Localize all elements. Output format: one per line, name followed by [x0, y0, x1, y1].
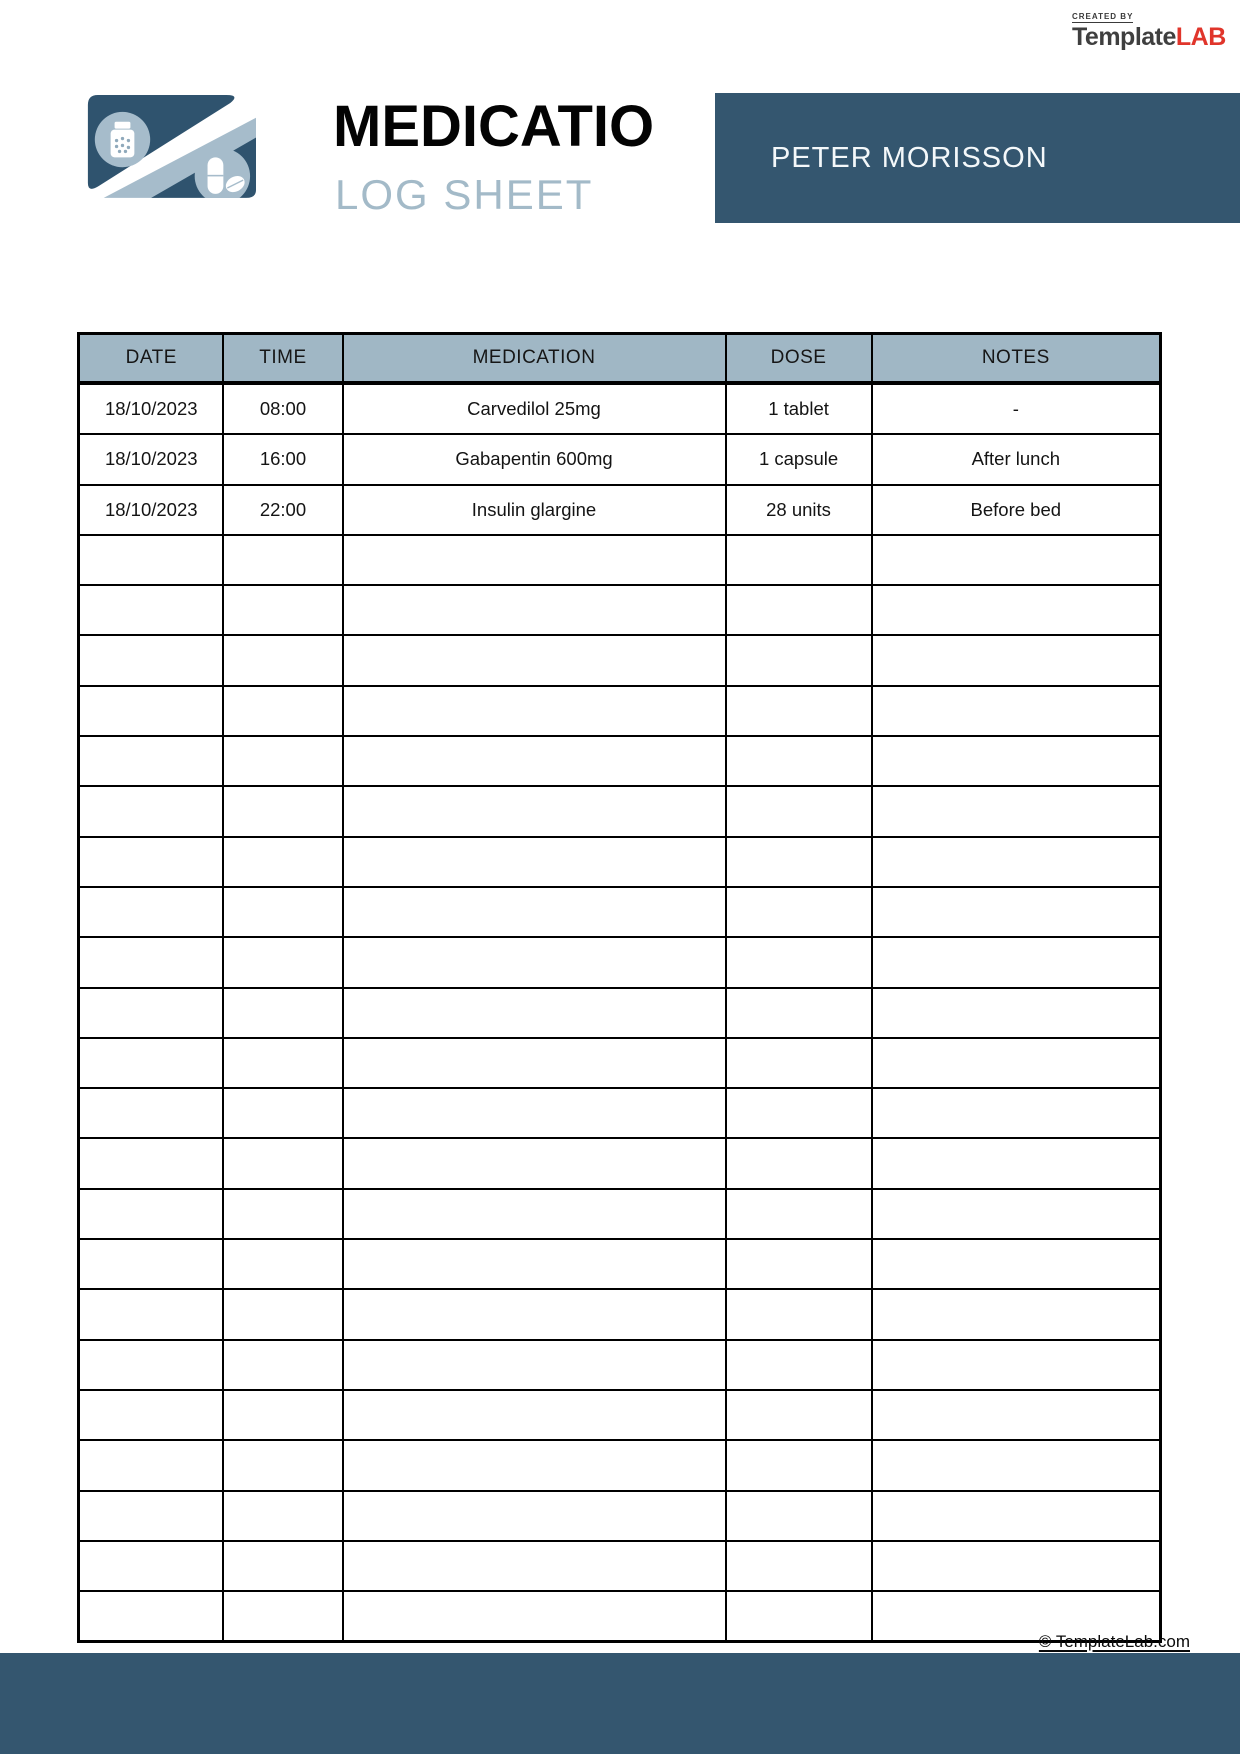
- table-cell: [343, 1340, 726, 1390]
- table-row: [79, 485, 1161, 535]
- table-cell: [79, 585, 224, 635]
- table-cell: [79, 837, 224, 887]
- table-cell: [872, 635, 1161, 685]
- table-cell: [79, 1088, 224, 1138]
- table-cell: [726, 1239, 872, 1289]
- table-cell: [872, 1088, 1161, 1138]
- table-cell: [223, 686, 342, 736]
- table-cell: [726, 1289, 872, 1339]
- table-cell: Insulin glargine: [343, 485, 726, 535]
- table-cell: [343, 837, 726, 887]
- table-cell: [872, 1138, 1161, 1188]
- table-cell: [726, 887, 872, 937]
- table-cell: 08:00: [223, 383, 342, 434]
- table-cell: [872, 937, 1161, 987]
- table-cell: [872, 1491, 1161, 1541]
- table-cell: [223, 535, 342, 585]
- table-cell: [343, 1491, 726, 1541]
- table-cell: [343, 1591, 726, 1642]
- table-cell: 18/10/2023: [79, 383, 224, 434]
- table-row: [79, 887, 1161, 937]
- table-cell: [79, 1591, 224, 1642]
- table-cell: [79, 1289, 224, 1339]
- table-cell: [872, 1340, 1161, 1390]
- medication-log-table: [77, 332, 1162, 1643]
- table-cell: [343, 988, 726, 1038]
- table-cell: [343, 535, 726, 585]
- table-cell: [79, 1491, 224, 1541]
- column-header-date: DATE: [79, 334, 224, 384]
- table-cell: [79, 887, 224, 937]
- table-cell: [872, 736, 1161, 786]
- table-row: [79, 837, 1161, 887]
- table-cell: [223, 1440, 342, 1490]
- table-cell: [343, 887, 726, 937]
- table-cell: [223, 585, 342, 635]
- table-cell: [343, 786, 726, 836]
- log-table-body: [79, 383, 1161, 1642]
- table-cell: [79, 736, 224, 786]
- table-cell: [223, 1289, 342, 1339]
- brand-logo: [1072, 23, 1226, 51]
- table-cell: [343, 1289, 726, 1339]
- table-cell: 1 capsule: [726, 434, 872, 484]
- footer-bar: [0, 1653, 1240, 1754]
- table-cell: [726, 1038, 872, 1088]
- table-cell: [343, 686, 726, 736]
- table-row: [79, 1239, 1161, 1289]
- table-cell: [343, 1541, 726, 1591]
- table-cell: [223, 1038, 342, 1088]
- column-header-medication: MEDICATION: [343, 334, 726, 384]
- table-row: [79, 635, 1161, 685]
- table-cell: [343, 585, 726, 635]
- table-cell: [872, 1440, 1161, 1490]
- table-cell: [872, 585, 1161, 635]
- table-cell: [79, 1189, 224, 1239]
- table-cell: [79, 535, 224, 585]
- table-cell: [872, 1239, 1161, 1289]
- table-cell: [872, 786, 1161, 836]
- table-row: [79, 736, 1161, 786]
- table-row: [79, 434, 1161, 484]
- table-cell: [726, 1138, 872, 1188]
- created-by-label: CREATED BY: [1072, 12, 1134, 21]
- table-cell: [343, 1440, 726, 1490]
- table-cell: 1 tablet: [726, 383, 872, 434]
- table-cell: [343, 1390, 726, 1440]
- table-cell: [79, 1239, 224, 1289]
- table-cell: [79, 1340, 224, 1390]
- table-cell: [79, 1138, 224, 1188]
- table-row: [79, 1340, 1161, 1390]
- column-header-time: TIME: [223, 334, 342, 384]
- table-cell: [223, 1340, 342, 1390]
- table-cell: [726, 1491, 872, 1541]
- table-cell: [726, 937, 872, 987]
- table-cell: [343, 937, 726, 987]
- table-cell: [726, 686, 872, 736]
- table-cell: [79, 1038, 224, 1088]
- table-cell: [726, 535, 872, 585]
- table-cell: 28 units: [726, 485, 872, 535]
- table-cell: [223, 1541, 342, 1591]
- table-row: [79, 1591, 1161, 1642]
- table-cell: [872, 1038, 1161, 1088]
- table-cell: [343, 635, 726, 685]
- table-cell: [343, 1138, 726, 1188]
- brand-block: [1072, 6, 1226, 51]
- brand-name-accent: LAB: [1175, 23, 1226, 51]
- page-title: MEDICATIO: [333, 94, 655, 159]
- table-cell: [726, 1189, 872, 1239]
- table-row: [79, 535, 1161, 585]
- table-cell: [223, 635, 342, 685]
- table-cell: [872, 1390, 1161, 1440]
- table-cell: [726, 1591, 872, 1642]
- table-cell: [79, 1390, 224, 1440]
- table-cell: [726, 585, 872, 635]
- table-cell: [223, 1491, 342, 1541]
- table-cell: 18/10/2023: [79, 434, 224, 484]
- table-cell: [726, 837, 872, 887]
- table-cell: [726, 1390, 872, 1440]
- table-cell: Before bed: [872, 485, 1161, 535]
- table-cell: [726, 988, 872, 1038]
- table-row: [79, 1491, 1161, 1541]
- patient-name: PETER MORISSON: [771, 141, 1048, 174]
- table-cell: [343, 1088, 726, 1138]
- table-cell: [79, 988, 224, 1038]
- table-cell: Carvedilol 25mg: [343, 383, 726, 434]
- table-cell: [223, 1088, 342, 1138]
- table-row: [79, 1138, 1161, 1188]
- table-cell: [223, 988, 342, 1038]
- templatelab-link[interactable]: © TemplateLab.com: [1038, 1632, 1190, 1651]
- table-cell: [223, 1189, 342, 1239]
- table-row: [79, 585, 1161, 635]
- table-cell: 16:00: [223, 434, 342, 484]
- table-cell: [223, 937, 342, 987]
- table-cell: Gabapentin 600mg: [343, 434, 726, 484]
- table-row: [79, 1440, 1161, 1490]
- table-cell: [872, 1541, 1161, 1591]
- table-cell: [726, 1541, 872, 1591]
- table-cell: [872, 686, 1161, 736]
- table-row: [79, 786, 1161, 836]
- table-cell: [223, 1239, 342, 1289]
- table-cell: [223, 1138, 342, 1188]
- patient-name-box: [715, 93, 1240, 223]
- page-subtitle: LOG SHEET: [335, 171, 594, 218]
- table-cell: [872, 1289, 1161, 1339]
- table-cell: [726, 635, 872, 685]
- table-cell: [223, 736, 342, 786]
- table-cell: [726, 1340, 872, 1390]
- table-cell: -: [872, 383, 1161, 434]
- brand-name-primary: Template: [1072, 23, 1176, 51]
- table-row: [79, 686, 1161, 736]
- column-header-dose: DOSE: [726, 334, 872, 384]
- table-cell: [872, 887, 1161, 937]
- table-header-row: [79, 334, 1161, 384]
- table-row: [79, 1088, 1161, 1138]
- table-cell: [223, 1390, 342, 1440]
- table-cell: [726, 786, 872, 836]
- table-row: [79, 1038, 1161, 1088]
- table-cell: [872, 1189, 1161, 1239]
- table-row: [79, 1390, 1161, 1440]
- table-cell: [79, 937, 224, 987]
- table-row: [79, 1289, 1161, 1339]
- table-cell: [223, 786, 342, 836]
- medication-log-table-wrap: [77, 332, 1162, 1643]
- table-cell: [872, 837, 1161, 887]
- table-cell: [79, 1440, 224, 1490]
- table-cell: [726, 736, 872, 786]
- table-cell: [343, 1239, 726, 1289]
- table-row: [79, 937, 1161, 987]
- table-cell: [79, 635, 224, 685]
- table-row: [79, 1189, 1161, 1239]
- table-cell: [726, 1088, 872, 1138]
- table-row: [79, 383, 1161, 434]
- table-cell: 18/10/2023: [79, 485, 224, 535]
- table-cell: [343, 736, 726, 786]
- table-row: [79, 988, 1161, 1038]
- column-header-notes: NOTES: [872, 334, 1161, 384]
- table-cell: [79, 786, 224, 836]
- table-cell: [343, 1189, 726, 1239]
- table-cell: [223, 1591, 342, 1642]
- table-cell: After lunch: [872, 434, 1161, 484]
- table-cell: [223, 837, 342, 887]
- table-row: [79, 1541, 1161, 1591]
- table-cell: [726, 1440, 872, 1490]
- medication-logo: [78, 88, 256, 203]
- table-cell: [223, 887, 342, 937]
- pill-bottle-icon: [95, 112, 150, 167]
- table-cell: 22:00: [223, 485, 342, 535]
- table-cell: [79, 686, 224, 736]
- table-cell: [872, 988, 1161, 1038]
- table-cell: [343, 1038, 726, 1088]
- table-cell: [872, 535, 1161, 585]
- table-cell: [79, 1541, 224, 1591]
